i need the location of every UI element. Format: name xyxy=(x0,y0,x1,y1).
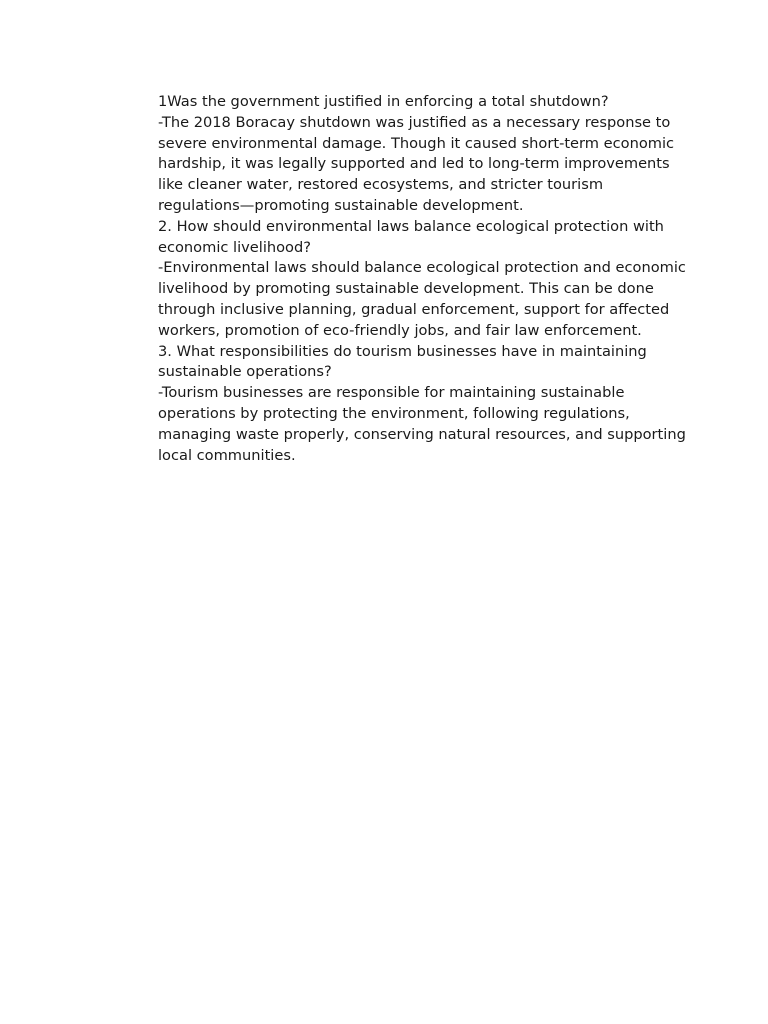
answer-2: -Environmental laws should balance ecological protection and economic livelihood by promoting sustainable development. This can be done through inclusive planning, gradual enforcement, support for affected workers, promotion of eco-friendly jobs, and fair law enforcement. xyxy=(158,259,686,339)
answer-1: -The 2018 Boracay shutdown was justified as a necessary response to severe environmental damage. Though it caused short-term economic hardship, it was legally supported and led to long-term improvements like cleaner water, restored ecosystems, and stricter tourism regulations—promoting sustainable development. xyxy=(158,113,675,214)
question-1: 1Was the government justified in enforcing a total shutdown? xyxy=(158,93,609,110)
question-3: 3. What responsibilities do tourism businesses have in maintaining sustainable operations? xyxy=(158,342,647,381)
question-2: 2. How should environmental laws balance ecological protection with economic livelihood? xyxy=(158,217,664,256)
document-body xyxy=(158,92,688,466)
answer-3: -Tourism businesses are responsible for maintaining sustainable operations by protecting the environment, following regulations, managing waste properly, conserving natural resources, and supporting local communities. xyxy=(158,384,686,464)
